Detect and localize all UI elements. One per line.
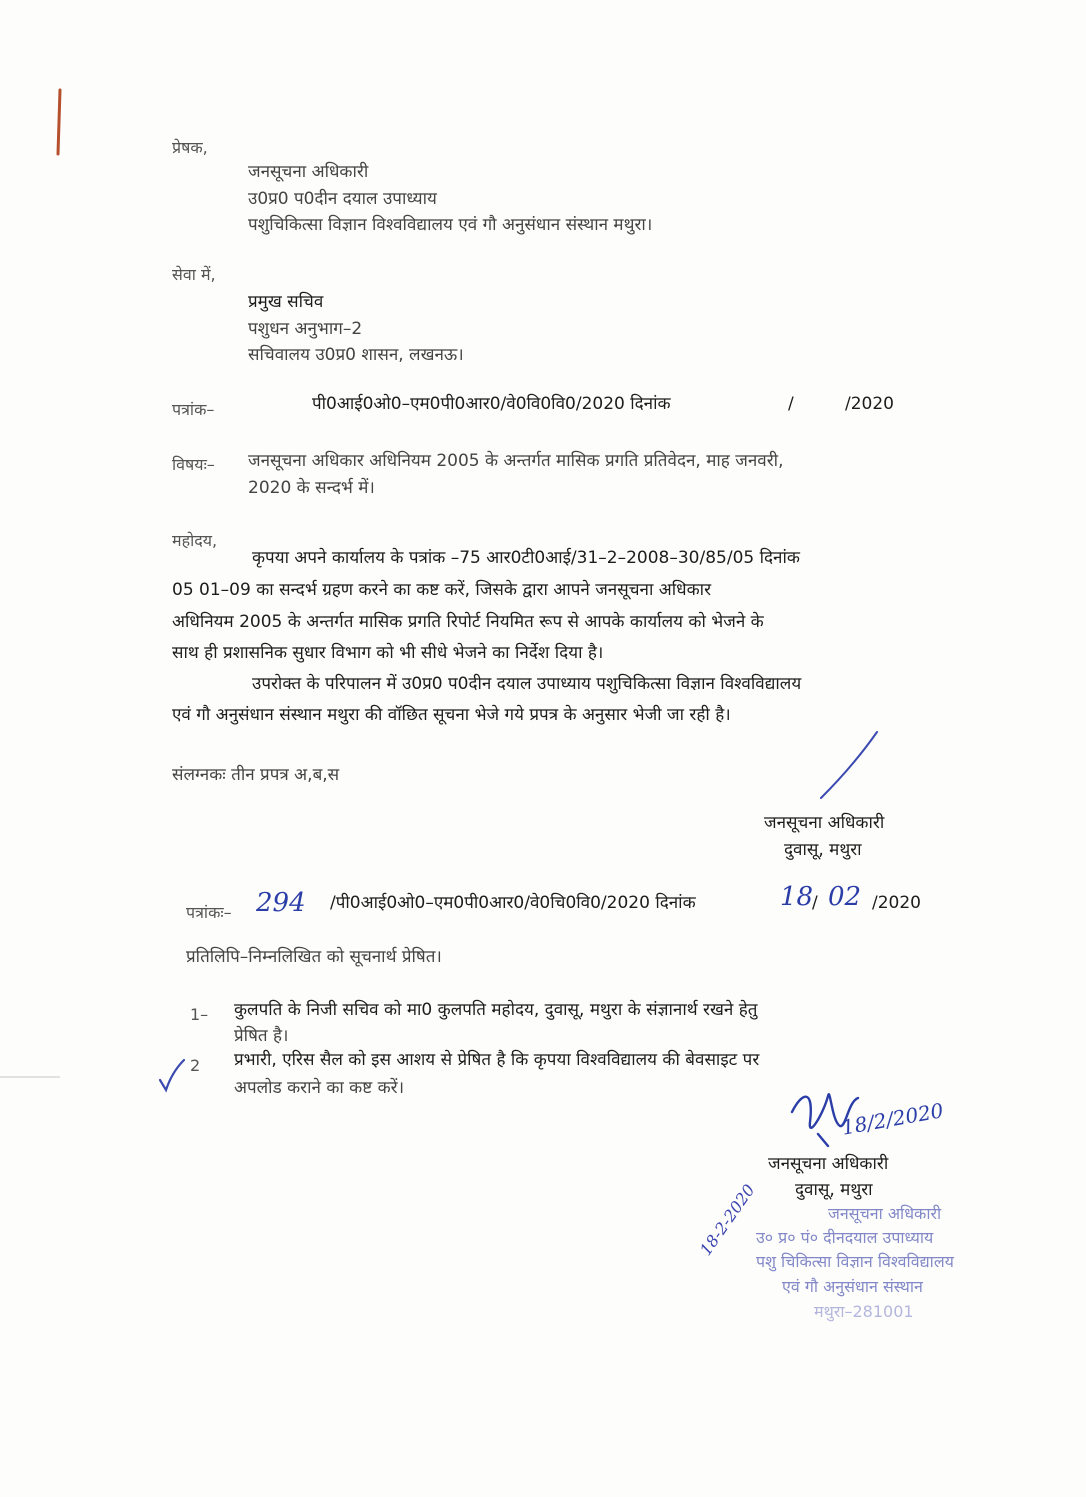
sender-line1: जनसूचना अधिकारी: [248, 162, 369, 182]
stamp-line1: जनसूचना अधिकारी: [828, 1204, 942, 1223]
ref-date-year: /2020: [845, 394, 894, 414]
ref2-handwritten-number: 294: [256, 888, 306, 918]
copy-item-line1: प्रभारी, एरिस सैल को इस आशय से प्रेषित है कि कृपया विश्वविद्यालय की बेवसाइट पर: [234, 1050, 760, 1070]
recipient-line1: प्रमुख सचिव: [248, 292, 324, 312]
margin-mark: [50, 88, 70, 158]
copy-heading: प्रतिलिपि–निम्नलिखित को सूचनार्थ प्रेषित।: [186, 947, 442, 967]
para1-line3: अधिनियम 2005 के अन्तर्गत मासिक प्रगति रिपोर्ट नियमित रूप से आपके कार्यालय को भेजने के: [172, 612, 764, 632]
para1-line1: कृपया अपने कार्यालय के पत्रांक –75 आर0टी0आई/31–2–2008–30/85/05 दिनांक: [252, 548, 800, 568]
sender-label: प्रेषक,: [172, 138, 208, 157]
salutation: महोदय,: [172, 531, 218, 550]
enclosure: संलग्नकः तीन प्रपत्र अ,ब,स: [172, 765, 340, 785]
signature1-place: दुवासू, मथुरा: [784, 840, 862, 860]
subject-line1: जनसूचना अधिकार अधिनियम 2005 के अन्तर्गत मासिक प्रगति प्रतिवेदन, माह जनवरी,: [248, 451, 784, 471]
para2-line1: उपरोक्त के परिपालन में उ0प्र0 प0दीन दयाल उपाध्याय पशुचिकित्सा विज्ञान विश्वविद्यालय: [252, 674, 802, 694]
ref-label: पत्रांक–: [172, 400, 215, 419]
scan-artifact: [0, 1076, 60, 1078]
copy-item-line1: कुलपति के निजी सचिव को मा0 कुलपति महोदय, दुवासू, मथुरा के संज्ञानार्थ रखने हेतु: [234, 1000, 758, 1020]
ref2-year: /2020: [872, 893, 921, 913]
handwritten-date: 18/2/2020: [840, 1098, 946, 1140]
subject-label: विषयः–: [172, 455, 215, 474]
recipient-label: सेवा में,: [172, 265, 216, 284]
signature2-place: दुवासू, मथुरा: [795, 1180, 873, 1200]
ref2-text: /पी0आई0ओ0–एम0पी0आर0/वे0चि0वि0/2020 दिनांक: [330, 893, 696, 913]
copy-item-line2: अपलोड कराने का कष्ट करें।: [234, 1078, 405, 1098]
stamp-line4: एवं गौ अनुसंधान संस्थान: [782, 1277, 923, 1296]
ref2-date-sep: /: [812, 893, 818, 913]
copy-item-number: 2: [190, 1056, 201, 1075]
ref2-handwritten-day: 18: [780, 882, 814, 912]
recipient-line3: सचिवालय उ0प्र0 शासन, लखनऊ।: [248, 345, 464, 365]
copy-item-line2: प्रेषित है।: [234, 1026, 289, 1046]
stamp-line5: मथुरा–281001: [814, 1302, 914, 1321]
sender-line2: उ0प्र0 प0दीन दयाल उपाध्याय: [248, 189, 437, 209]
para1-line2: 05 01–09 का सन्दर्भ ग्रहण करने का कष्ट करें, जिसके द्वारा आपने जनसूचना अधिकार: [172, 580, 712, 600]
para1-line4: साथ ही प्रशासनिक सुधार विभाग को भी सीधे भेजने का निर्देश दिया है।: [172, 643, 604, 663]
ref2-handwritten-month: 02: [828, 882, 862, 912]
ref2-label: पत्रांकः–: [186, 903, 232, 922]
para2-line2: एवं गौ अनुसंधान संस्थान मथुरा की वॉछित सूचना भेजे गये प्रपत्र के अनुसार भेजी जा रही है।: [172, 705, 731, 725]
subject-line2: 2020 के सन्दर्भ में।: [248, 478, 375, 498]
stamp-line2: उ० प्र० पं० दीनदयाल उपाध्याय: [756, 1228, 934, 1247]
tick-mark: [156, 1058, 188, 1094]
signature1-title: जनसूचना अधिकारी: [764, 813, 885, 833]
recipient-line2: पशुधन अनुभाग–2: [248, 319, 363, 339]
signature-stroke: [815, 728, 885, 803]
ref-date-slash: /: [788, 394, 794, 414]
sender-line3: पशुचिकित्सा विज्ञान विश्वविद्यालय एवं गौ अनुसंधान संस्थान मथुरा।: [248, 215, 653, 235]
stamp-handwritten-date: 18-2-2020: [696, 1180, 759, 1259]
ref-number: पी0आई0ओ0–एम0पी0आर0/वे0वि0वि0/2020 दिनांक: [312, 394, 671, 414]
stamp-line3: पशु चिकित्सा विज्ञान विश्वविद्यालय: [756, 1252, 954, 1271]
copy-item-number: 1–: [190, 1005, 209, 1024]
signature2-title: जनसूचना अधिकारी: [768, 1154, 889, 1174]
